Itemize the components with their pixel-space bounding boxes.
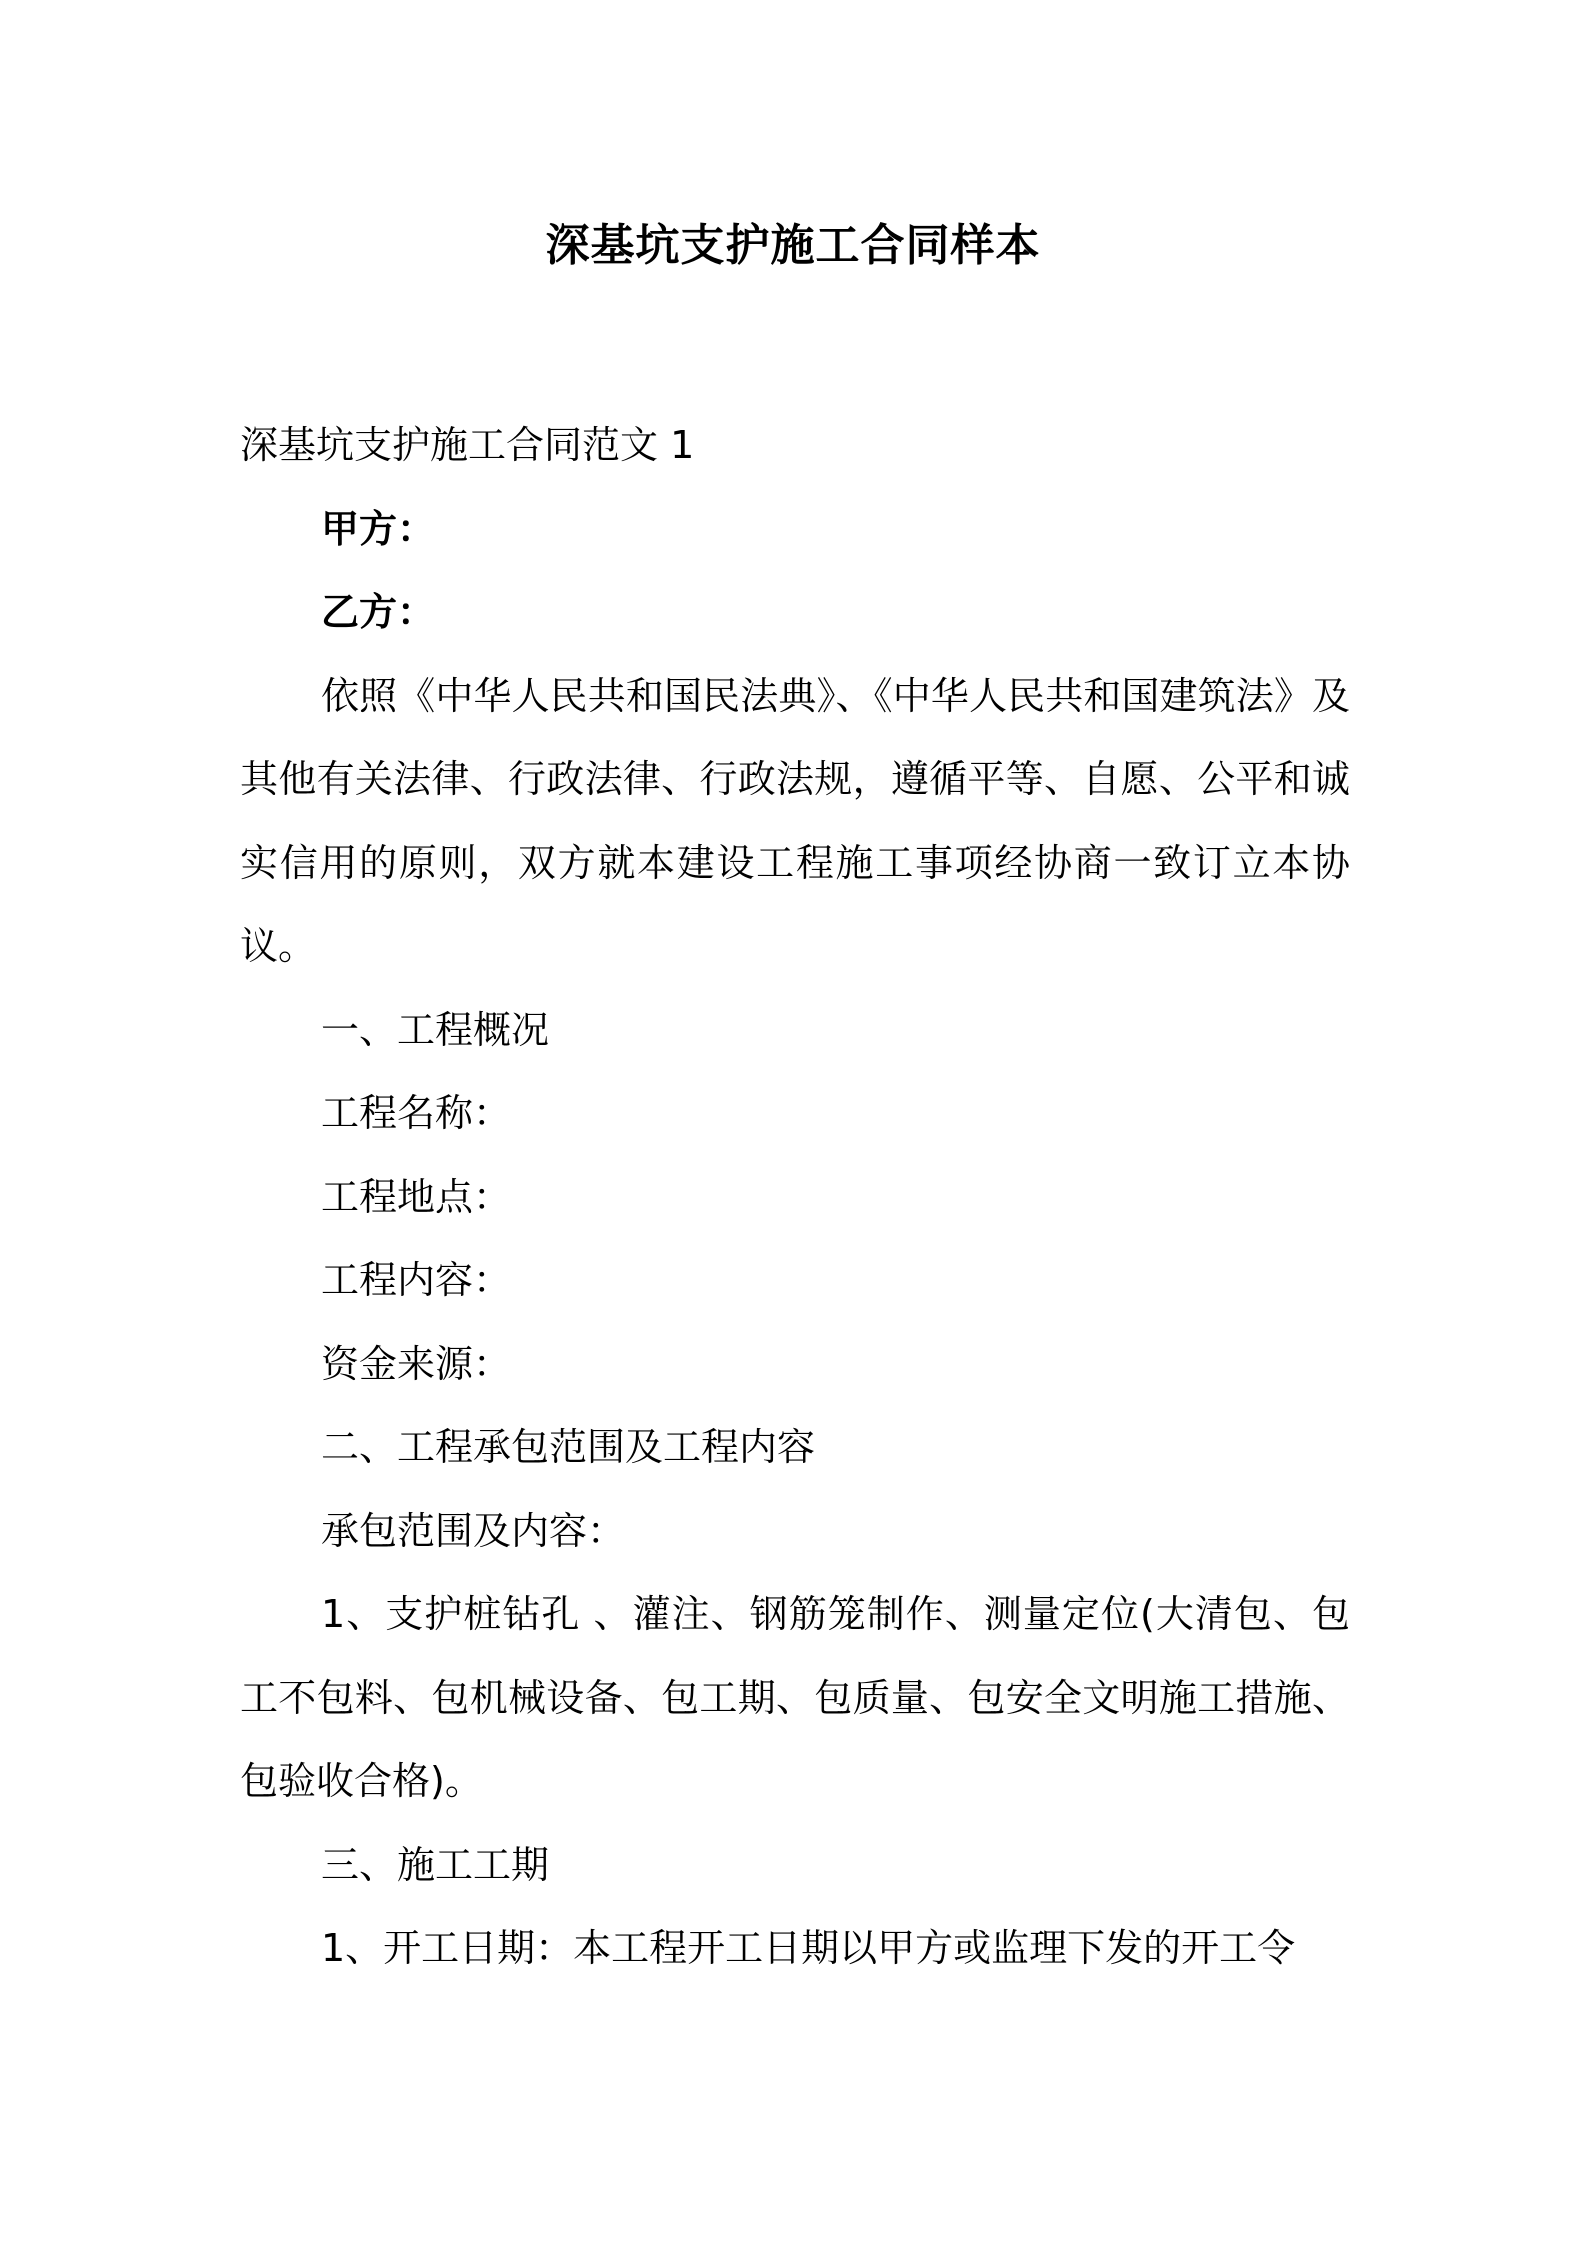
party-b-label: 乙方：: [321, 590, 436, 634]
document-title: 深基坑支护施工合同样本: [545, 220, 1041, 271]
party-a-label: 甲方：: [321, 506, 436, 551]
project-content-field: 工程内容：: [321, 1258, 512, 1302]
scope-label: 承包范围及内容：: [321, 1508, 626, 1553]
scope-item-1: 1、支护桩钻孔 、灌注、钢筋笼制作、测量定位(大清包、包工不包料、包机械设备、包工期、包质量、包安全文明施工措施、包验收合格)。: [240, 1592, 1350, 1803]
section-heading-2: 二、工程承包范围及工程内容: [321, 1425, 816, 1469]
document-body: [240, 404, 1350, 1991]
schedule-item-1: 1、开工日期：本工程开工日期以甲方或监理下发的开工令: [321, 1926, 1296, 1970]
project-name-field: 工程名称：: [321, 1091, 512, 1135]
section-heading-3: 三、施工工期: [321, 1842, 550, 1887]
funding-source-field: 资金来源：: [321, 1341, 512, 1386]
project-location-field: 工程地点：: [321, 1174, 512, 1219]
document-subtitle: 深基坑支护施工合同范文 1: [240, 423, 695, 467]
intro-paragraph: 依照《中华人民共和国民法典》、《中华人民共和国建筑法》及其他有关法律、行政法律、行政法规，遵循平等、自愿、公平和诚实信用的原则，双方就本建设工程施工事项经协商一致订立本协议。: [240, 673, 1350, 968]
section-heading-1: 一、工程概况: [321, 1007, 550, 1052]
